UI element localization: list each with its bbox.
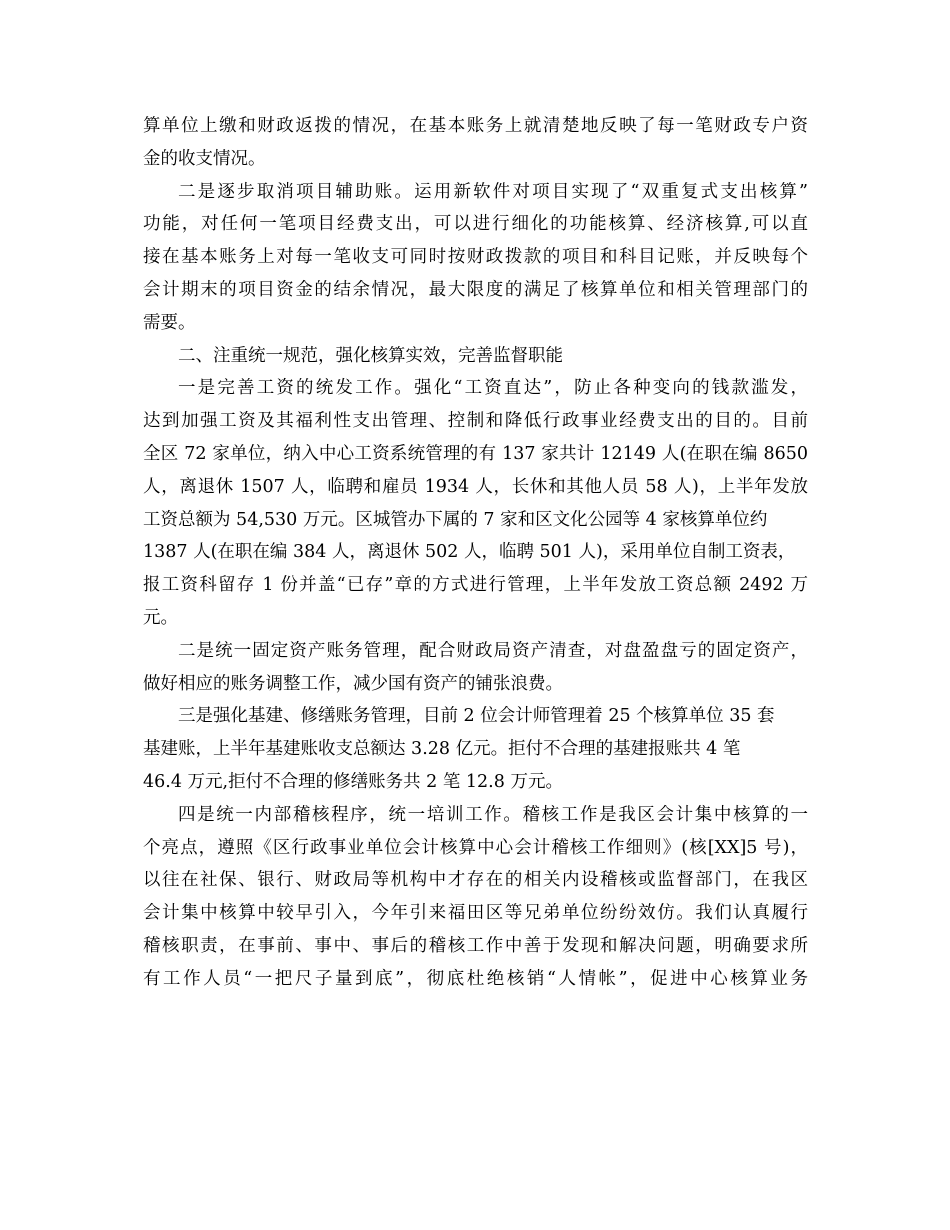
text-line — [143, 208, 808, 241]
text-line-content: 一是完善工资的统发工作。强化“工资直达”，防止各种变向的钱款滥发， — [178, 378, 808, 399]
text-line — [143, 176, 808, 209]
text-line-content: 二是统一固定资产账务管理，配合财政局资产清查，对盘盈盘亏的固定资产， — [178, 640, 808, 661]
text-line-content: 人，离退休 1507 人，临聘和雇员 1934 人，长休和其他人员 58 人)，上半年发放 — [143, 476, 808, 497]
text-line — [143, 864, 808, 897]
text-line — [143, 241, 808, 274]
text-line-content: 以往在社保、银行、财政局等机构中才存在的相关内设稽核或监督部门，在我区 — [143, 870, 808, 891]
text-line-content: 达到加强工资及其福利性支出管理、控制和降低行政事业经费支出的目的。目前 — [143, 411, 808, 432]
text-line — [143, 700, 808, 733]
text-line — [143, 930, 808, 963]
text-line-content: 有工作人员“一把尺子量到底”，彻底杜绝核销“人情帐”，促进中心核算业务 — [143, 968, 808, 989]
text-line — [143, 110, 808, 143]
text-line — [143, 405, 808, 438]
text-line — [143, 569, 808, 602]
text-line — [143, 635, 808, 668]
text-line-content: 四是统一内部稽核程序，统一培训工作。稽核工作是我区会计集中核算的一 — [178, 804, 808, 825]
text-line-content: 基建账，上半年基建账收支总额达 3.28 亿元。拒付不合理的基建报账共 4 笔 — [143, 739, 741, 760]
text-line — [143, 340, 808, 373]
text-line-content: 会计集中核算中较早引入，今年引来福田区等兄弟单位纷纷效仿。我们认真履行 — [143, 903, 808, 924]
text-line-content: 三是强化基建、修缮账务管理，目前 2 位会计师管理着 25 个核算单位 35 套 — [178, 706, 775, 727]
text-line — [143, 733, 808, 766]
text-line-content: 金的收支情况。 — [143, 148, 266, 169]
text-line — [143, 438, 808, 471]
text-line-content: 会计期末的项目资金的结余情况，最大限度的满足了核算单位和相关管理部门的 — [143, 279, 808, 300]
text-line — [143, 668, 808, 701]
text-line-content: 全区 72 家单位，纳入中心工资系统管理的有 137 家共计 12149 人(在职在编 8650 — [143, 443, 808, 464]
text-line-content: 功能，对任何一笔项目经费支出，可以进行细化的功能核算、经济核算,可以直 — [143, 214, 808, 235]
text-line — [143, 963, 808, 996]
text-line-content: 二、注重统一规范，强化核算实效，完善监督职能 — [178, 345, 563, 366]
text-line-content: 个亮点，遵照《区行政事业单位会计核算中心会计稽核工作细则》(核[XX]5 号)， — [143, 837, 808, 858]
text-line-content: 做好相应的账务调整工作，减少国有资产的铺张浪费。 — [143, 673, 563, 694]
text-line — [143, 799, 808, 832]
text-line-content: 报工资科留存 1 份并盖“已存”章的方式进行管理，上半年发放工资总额 2492 万 — [143, 575, 808, 596]
text-line-content: 二是逐步取消项目辅助账。运用新软件对项目实现了“双重复式支出核算” — [178, 181, 808, 202]
text-line — [143, 832, 808, 865]
text-line-content: 工资总额为 54,530 万元。区城管办下属的 7 家和区文化公园等 4 家核算单位约 — [143, 509, 768, 530]
text-line-content: 需要。 — [143, 312, 196, 333]
text-line-content: 1387 人(在职在编 384 人，离退休 502 人，临聘 501 人)，采用单位自制工资表， — [143, 542, 796, 563]
text-line — [143, 307, 808, 340]
text-line — [143, 143, 808, 176]
text-line-content: 算单位上缴和财政返拨的情况，在基本账务上就清楚地反映了每一笔财政专户资 — [143, 116, 808, 136]
text-line — [143, 536, 808, 569]
text-line — [143, 766, 808, 799]
text-line — [143, 602, 808, 635]
text-line-content: 46.4 万元,拒付不合理的修缮账务共 2 笔 12.8 万元。 — [143, 771, 563, 792]
document-body — [143, 110, 808, 996]
text-line-content: 接在基本账务上对每一笔收支可同时按财政拨款的项目和科目记账，并反映每个 — [143, 247, 808, 268]
text-line — [143, 274, 808, 307]
text-line — [143, 897, 808, 930]
text-line-content: 元。 — [143, 607, 178, 628]
text-line-content: 稽核职责，在事前、事中、事后的稽核工作中善于发现和解决问题，明确要求所 — [143, 935, 808, 956]
text-line — [143, 471, 808, 504]
text-line — [143, 504, 808, 537]
text-line — [143, 372, 808, 405]
